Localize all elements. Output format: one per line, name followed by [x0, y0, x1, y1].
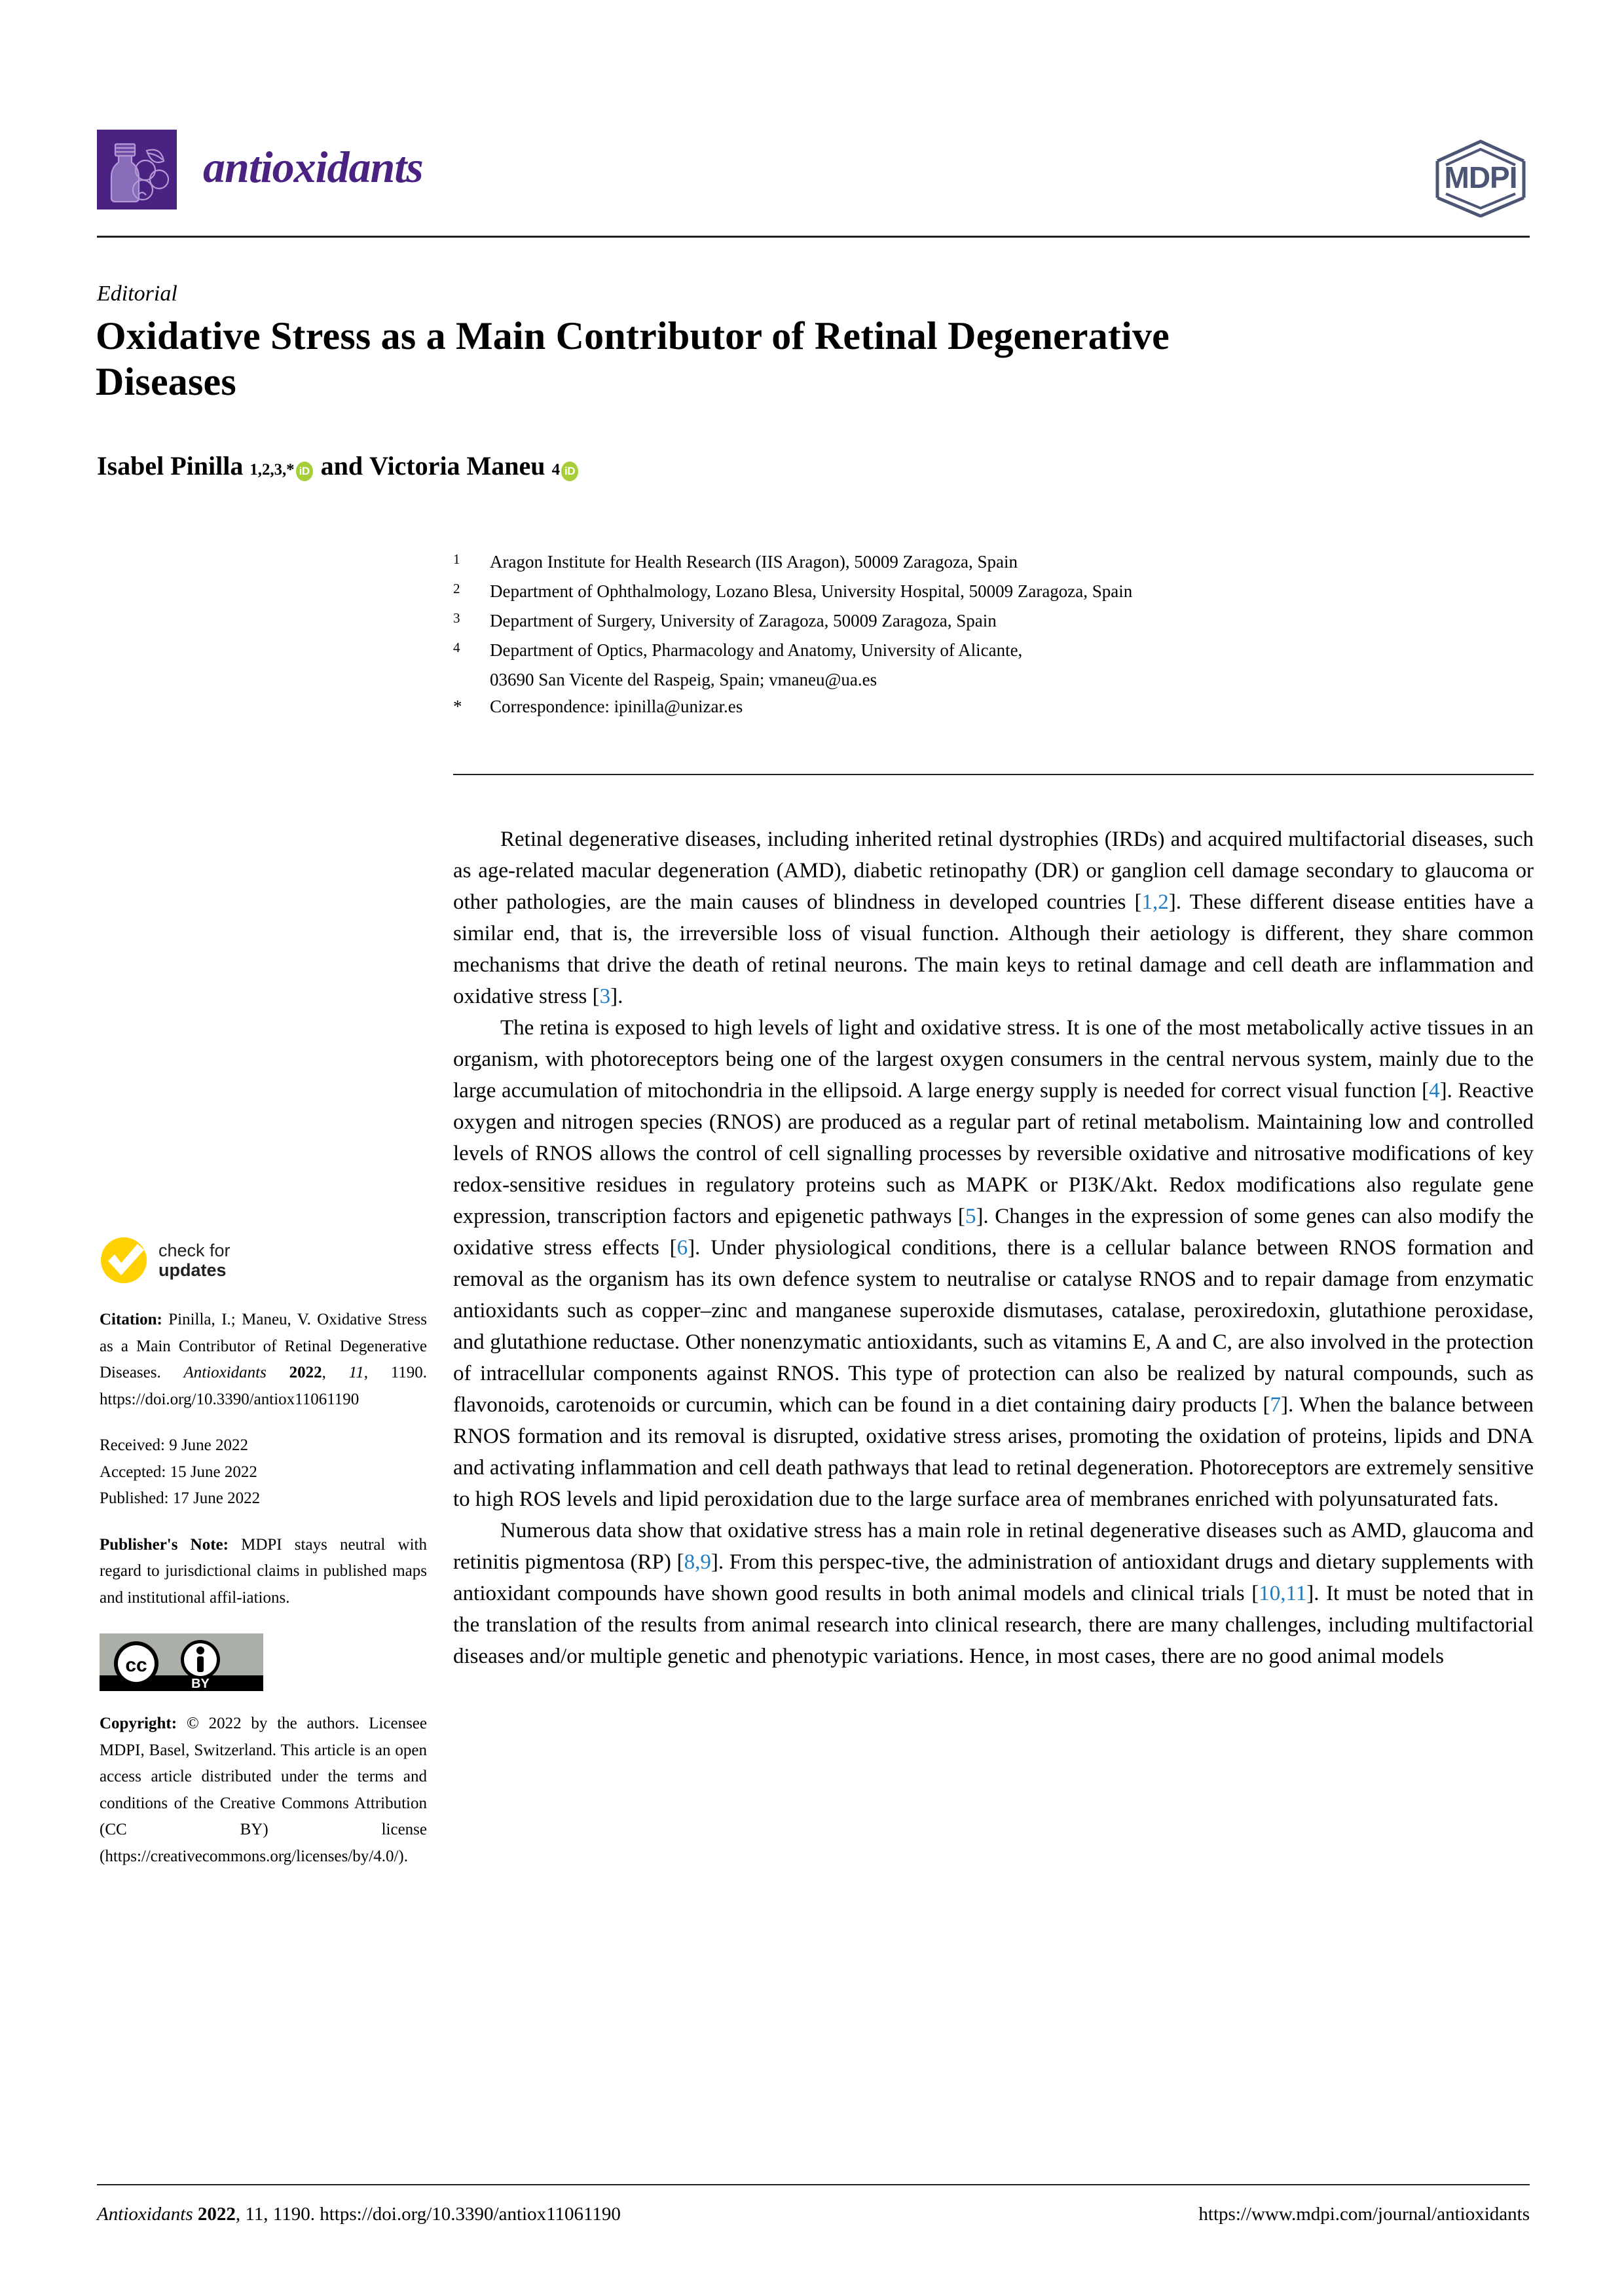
affiliation-item — [453, 608, 1534, 637]
orcid-icon[interactable]: iD — [561, 462, 578, 481]
body-text: ]. These different disease entities have a similar end, that is, the irreversible loss of visual function. Although their aetiology is different, they share common mechanisms that drive the death of retinal neurons. The main keys to retinal damage and cell death are inflammation and oxidative stress [ — [453, 890, 1534, 1008]
citation-reference[interactable]: 4 — [1429, 1079, 1440, 1102]
correspondence-item — [453, 693, 1534, 720]
body-text: ]. It must be noted that in the translation of the results from animal research into clinical research, there are many challenges, including multifactorial diseases and/or multiple genetic and phenotypic variations. Hence, in most cases, there are no good animal models — [453, 1582, 1534, 1668]
orcid-icon[interactable]: iD — [296, 462, 313, 481]
citation-reference[interactable]: 3 — [599, 985, 611, 1008]
body-text: ]. Reactive oxygen and nitrogen species (RNOS) are produced as a regular part of retinal metabolism. Maintaining low and controlled levels of RNOS allows the control of cell signalling processes by reversible oxidative and nitrosative modifications of key redox-sensitive residues in regulatory proteins such as MAPK or PI3K/Akt. Redox modifications also regulate gene expression, transcription factors and epigenetic pathways [ — [453, 1079, 1534, 1228]
footer-citation-rest: , 11, 1190. https://doi.org/10.3390/antiox11061190 — [235, 2204, 621, 2225]
citation-reference[interactable]: 1,2 — [1141, 890, 1169, 914]
publication-dates — [100, 1432, 427, 1512]
author-1-affiliation-marks: 1,2,3,* — [249, 461, 295, 479]
citation-reference[interactable]: 5 — [965, 1205, 976, 1228]
author-name-1: Isabel Pinilla — [97, 451, 244, 481]
yellow-checkmark-icon — [100, 1236, 148, 1285]
body-text: Numerous data show that oxidative stress has a main role in retinal degenerative diseases such as AMD, glaucoma and retinitis pigmentosa (RP) [ — [453, 1519, 1534, 1574]
cfu-line-1: check for — [158, 1240, 231, 1260]
citation-reference[interactable]: 6 — [676, 1236, 688, 1260]
correspondence-text[interactable]: Correspondence: ipinilla@unizar.es — [490, 697, 743, 717]
affiliation-item — [453, 549, 1534, 578]
affiliation-marker: 1 — [453, 551, 460, 567]
body-text: Retinal degenerative diseases, including inherited retinal dystrophies (IRDs) and acquired multifactorial diseases, such as age-related macular degeneration (AMD), diabetic retinopathy (DR) or ganglion cell damage secondary to glaucoma or other pathologies, are the main causes of blindness in developed countries [ — [453, 828, 1534, 914]
article-body — [453, 824, 1534, 1672]
footer-divider — [97, 2184, 1530, 2185]
journal-name: antioxidants — [203, 142, 423, 192]
creative-commons-by-badge-icon[interactable] — [100, 1633, 263, 1691]
article-type-label: Editorial — [97, 282, 177, 306]
citation-doi-line-1[interactable]: https://doi.org/10.3390/ — [100, 1390, 254, 1408]
affiliation-text: Department of Optics, Pharmacology and Anatomy, University of Alicante, — [490, 640, 1023, 661]
body-text: ]. — [610, 985, 623, 1008]
affiliation-item — [453, 637, 1534, 666]
copyright-text: © 2022 by the authors. Licensee MDPI, Basel, Switzerland. This article is an open access article distributed under the terms and conditions of the Creative Commons Attribution (CC BY) license (https://creativecommons.org/licenses/by/4.0/). — [100, 1715, 427, 1865]
page-footer — [97, 2204, 1530, 2225]
author-2-affiliation-marks: 4 — [551, 461, 560, 479]
check-for-updates-label — [158, 1241, 231, 1280]
citation-pages: , 1190. — [363, 1364, 428, 1381]
affiliation-marker: 3 — [453, 610, 460, 627]
citation-block: Citation: Pinilla, I.; Maneu, V. Oxidative Stress as a Main Contributor of Retinal Degenerative Diseases. Antioxidants 2022, 11, 1190. https://doi.org/10.3390/antiox11061190 — [100, 1311, 428, 1408]
left-sidebar — [100, 1236, 427, 1889]
body-text: ]. Changes in the expression of some genes can also modify the oxidative stress effects [ — [453, 1205, 1534, 1260]
footer-citation[interactable] — [97, 2204, 621, 2225]
published-date: Published: 17 June 2022 — [100, 1489, 261, 1507]
publisher-note — [100, 1532, 427, 1612]
correspondence-marker: * — [453, 697, 462, 717]
mdpi-logo-icon[interactable] — [1431, 139, 1530, 217]
footer-journal-url[interactable]: https://www.mdpi.com/journal/antioxidants — [1198, 2204, 1530, 2225]
affiliation-marker: 2 — [453, 581, 460, 597]
svg-text:MDPI: MDPI — [1444, 160, 1517, 194]
copyright-label: Copyright: — [100, 1715, 177, 1732]
author-list — [97, 450, 580, 482]
affiliation-text: Aragon Institute for Health Research (IIS Aragon), 50009 Zaragoza, Spain — [490, 552, 1018, 572]
footer-year: 2022 — [197, 2204, 236, 2225]
svg-text:cc: cc — [125, 1654, 147, 1676]
antioxidants-bottle-berries-logo-icon — [97, 130, 177, 210]
affiliation-text-continued[interactable]: 03690 San Vicente del Raspeig, Spain; vmaneu@ua.es — [490, 670, 877, 690]
citation-reference[interactable]: 10,11 — [1259, 1582, 1307, 1605]
journal-logo-block[interactable] — [97, 130, 423, 210]
affiliation-text: Department of Ophthalmology, Lozano Blesa, University Hospital, 50009 Zaragoza, Spain — [490, 581, 1133, 602]
citation-reference[interactable]: 8,9 — [684, 1550, 711, 1574]
affiliation-text: Department of Surgery, University of Zaragoza, 50009 Zaragoza, Spain — [490, 611, 997, 631]
cfu-line-2: updates — [158, 1260, 227, 1280]
citation-journal: Antioxidants — [183, 1364, 267, 1381]
body-paragraph — [453, 824, 1534, 1012]
affiliation-marker: 4 — [453, 640, 460, 656]
body-text: ]. Under physiological conditions, there is a cellular balance between RNOS formation and removal as the organism has its own defence system to neutralise or catalyse RNOS and to repair damage from enzymatic antioxidants such as copper–zinc and manganese superoxide dismutases, catalase, peroxiredoxin, glutathione peroxidase, and glutathione reductase. Other nonenzymatic antioxidants, such as vitamins E, A and C, are also involved in the protection of intracellular components against RNOS. This type of protection can also be realized by natural compounds, such as flavonoids, carotenoids or curcumin, which can be found in a diet containing dairy products [ — [453, 1236, 1534, 1417]
publisher-note-text: MDPI stays neutral with regard to jurisdictional claims in published maps and institutional affil-iations. — [100, 1535, 427, 1607]
received-date: Received: 9 June 2022 — [100, 1436, 249, 1454]
body-text: The retina is exposed to high levels of light and oxidative stress. It is one of the most metabolically active tissues in an organism, with photoreceptors being one of the largest oxygen consumers in the central nervous system, mainly due to the large accumulation of mitochondria in the ellipsoid. A large energy supply is needed for correct visual function [ — [453, 1016, 1534, 1102]
citation-year: 2022 — [289, 1364, 322, 1381]
author-name-2: Victoria Maneu — [369, 451, 545, 481]
svg-text:BY: BY — [191, 1677, 210, 1691]
footer-journal-name: Antioxidants — [97, 2204, 193, 2225]
publisher-note-label: Publisher's Note: — [100, 1535, 229, 1554]
citation-authors-title: Pinilla, I.; Maneu, V. Oxidative Stress as a Main Contributor of Retinal Degenerative Diseases. — [100, 1311, 427, 1381]
citation-volume: 11 — [348, 1364, 364, 1381]
body-paragraph — [453, 1515, 1534, 1672]
citation-doi-line-2[interactable]: antiox11061190 — [253, 1390, 360, 1408]
accepted-date: Accepted: 15 June 2022 — [100, 1463, 257, 1481]
affiliation-item — [453, 578, 1534, 608]
affiliation-divider — [453, 774, 1534, 775]
author-conjunction: and — [320, 451, 363, 481]
body-paragraph — [453, 1012, 1534, 1515]
citation-reference[interactable]: 7 — [1270, 1393, 1282, 1417]
body-text: ]. When the balance between RNOS formation and its removal is disrupted, oxidative stress arises, promoting the oxidation of proteins, lipids and DNA and activating inflammation and cell death pathways that lead to retinal degeneration. Photoreceptors are extremely sensitive to high ROS levels and lipid peroxidation due to the large surface area of membranes enriched with polyunsaturated fats. — [453, 1393, 1534, 1511]
page-header — [97, 130, 1530, 234]
affiliation-list — [453, 549, 1534, 720]
copyright-block — [100, 1711, 427, 1870]
check-for-updates-badge[interactable] — [100, 1236, 427, 1285]
body-text: ]. From this perspec-tive, the administration of antioxidant drugs and dietary supplements with antioxidant compounds have shown good results in both animal models and clinical trials [ — [453, 1550, 1534, 1605]
page-title: Oxidative Stress as a Main Contributor of Retinal Degenerative Diseases — [96, 314, 1170, 404]
citation-label: Citation: — [100, 1311, 162, 1328]
header-divider — [97, 236, 1530, 238]
